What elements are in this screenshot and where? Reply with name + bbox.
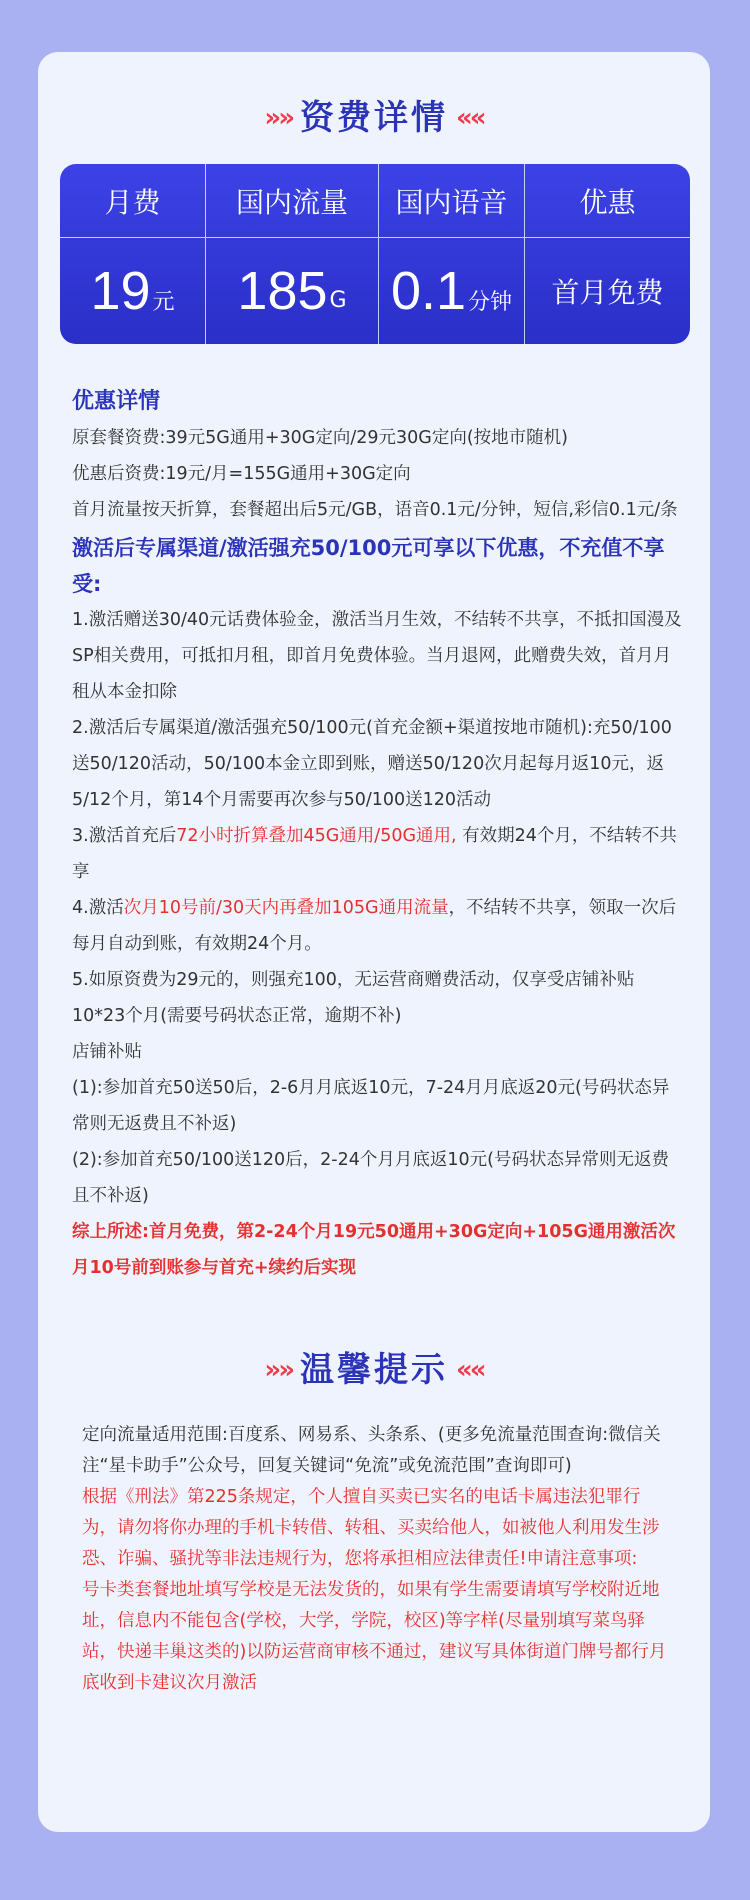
activation-highlight: 激活后专属渠道/激活强充50/100元可享以下优惠，不充值不享受: [72, 536, 665, 596]
store-subsidy-1: (1):参加首充50送50后，2-6月月底返10元，7-24月月底返20元(号码状态异常则无返费且不补返) [72, 1078, 670, 1134]
data-value: 185 G [206, 238, 379, 344]
benefit-item-4: 4.激活次月10号前/30天内再叠加105G通用流量，不结转不共享，领取一次后每月自动到账，有效期24个月。 [72, 898, 677, 954]
header-domestic-voice: 国内语音 [379, 164, 525, 238]
chevrons-right-icon: »» [264, 103, 292, 133]
fee-table [60, 164, 690, 344]
chevrons-left-icon: «« [456, 103, 484, 133]
summary-text: 综上所述:首月免费，第2-24个月19元50通用+30G定向+105G通用激活次月10号前到账参与首充+续约后实现 [72, 1222, 676, 1278]
header-discount: 优惠 [525, 164, 690, 238]
benefit-item-5: 5.如原资费为29元的，则强充100，无运营商赠费活动，仅享受店铺补贴10*23个月(需要号码状态正常，逾期不补) [72, 970, 635, 1026]
details-title: 优惠详情 [72, 389, 161, 414]
details-section [72, 384, 684, 1286]
chevrons-left-icon: «« [456, 1355, 484, 1385]
header-monthly-fee: 月费 [60, 164, 206, 238]
store-subsidy-2: (2):参加首充50/100送120后，2-24个月月底返10元(号码状态异常则无返费且不补返) [72, 1150, 669, 1206]
tips-section [82, 1420, 674, 1699]
voice-value: 0.1 分钟 [379, 238, 525, 344]
tips-address-notice: 号卡类套餐地址填写学校是无法发货的，如果有学生需要请填写学校附近地址，信息内不能包含(学校，大学，学院，校区)等字样(尽量别填写菜鸟驿站，快递丰巢这类的)以防运营商审核不通过，建议写具体街道门牌号都行月底收到卡建议次月激活 [82, 1580, 667, 1693]
tips-scope: 定向流量适用范围:百度系、网易系、头条系、(更多免流量范围查询:微信关注“星卡助手”公众号，回复关键词“免流”或免流范围”查询即可) [82, 1425, 661, 1476]
content-card [38, 52, 710, 1832]
tips-legal-warning: 根据《刑法》第225条规定，个人擅自买卖已实名的电话卡属违法犯罪行为，请勿将你办理的手机卡转借、转租、买卖给他人，如被他人利用发生涉恐、诈骗、骚扰等非法违规行为，您将承担相应法律责任!申请注意事项: [82, 1487, 660, 1569]
chevrons-right-icon: »» [264, 1355, 292, 1385]
original-fee-line: 原套餐资费:39元5G通用+30G定向/29元30G定向(按地市随机) [72, 428, 568, 448]
section-title-fee-details: »» 资费详情 «« [264, 98, 484, 138]
benefit-item-2: 2.激活后专属渠道/激活强充50/100元(首充金额+渠道按地市随机):充50/100送50/120活动，50/100本金立即到账，赠送50/120次月起每月返10元，返5/12个月，第14个月需要再次参与50/100送120活动 [72, 718, 672, 810]
discount-value: 首月免费 [551, 276, 664, 309]
benefit-item-3: 3.激活首充后72小时折算叠加45G通用/50G通用, 有效期24个月，不结转不共享 [72, 826, 677, 882]
header-domestic-data: 国内流量 [206, 164, 379, 238]
discounted-fee-line: 优惠后资费:19元/月=155G通用+30G定向 [72, 464, 411, 484]
benefit-item-1: 1.激活赠送30/40元话费体验金，激活当月生效，不结转不共享，不抵扣国漫及SP相关费用，可抵扣月租，即首月免费体验。当月退网，此赠费失效，首月月租从本金扣除 [72, 610, 682, 702]
section-title-tips: »» 温馨提示 «« [264, 1350, 484, 1390]
monthly-fee-value: 19 元 [60, 238, 206, 344]
store-subsidy-title: 店铺补贴 [72, 1042, 142, 1062]
overage-fee-line: 首月流量按天折算，套餐超出后5元/GB，语音0.1元/分钟，短信,彩信0.1元/条 [72, 500, 678, 520]
